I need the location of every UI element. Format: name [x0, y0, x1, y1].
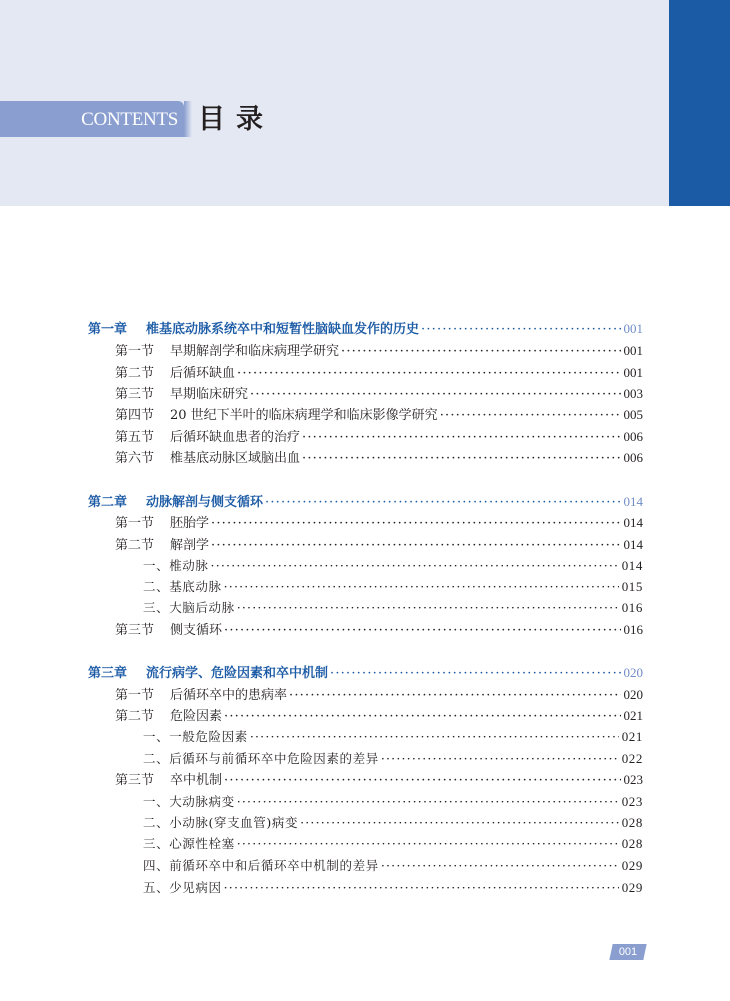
toc-chapter-row[interactable]	[88, 318, 643, 339]
toc-title: 二、基底动脉	[143, 579, 222, 594]
toc-page-number: 001	[623, 343, 643, 358]
toc-dot-leader	[421, 319, 620, 340]
toc-page-number: 014	[623, 537, 643, 552]
toc-page-number: 022	[621, 751, 643, 766]
toc-page-number: 021	[621, 729, 643, 744]
toc-title: 三、心源性栓塞	[143, 836, 235, 851]
toc-title: 二、后循环与前循环卒中危险因素的差异	[143, 751, 379, 766]
toc-section-row[interactable]	[115, 684, 643, 705]
toc-title: 早期临床研究	[170, 387, 249, 402]
toc-title: 流行病学、危险因素和卒中机制	[146, 666, 329, 681]
toc-page-number: 001	[623, 321, 643, 336]
contents-tab-notch	[184, 101, 192, 137]
toc-page-number: 029	[621, 880, 643, 895]
toc-dot-leader	[224, 770, 620, 791]
toc-section-row[interactable]	[115, 769, 643, 790]
toc-section-row[interactable]	[115, 404, 643, 425]
toc-page-number: 028	[621, 836, 643, 851]
toc-subsection-row[interactable]	[143, 812, 643, 833]
toc-dot-leader	[211, 555, 619, 576]
toc-dot-leader	[237, 597, 619, 618]
toc-chapter-row[interactable]	[88, 662, 643, 683]
toc-number: 第一节	[115, 344, 155, 359]
toc-dot-leader	[440, 405, 621, 426]
toc-page-number: 006	[623, 450, 643, 465]
page-title: 目录	[198, 104, 274, 135]
toc-number: 第六节	[115, 451, 155, 466]
toc-title: 卒中机制	[170, 773, 223, 788]
header-accent-stripe	[669, 0, 730, 206]
toc-page-number: 015	[621, 579, 643, 594]
toc-title: 四、前循环卒中和后循环卒中机制的差异	[143, 858, 379, 873]
toc-subsection-row[interactable]	[143, 597, 643, 618]
toc-dot-leader	[211, 535, 620, 556]
toc-number: 第二节	[115, 538, 155, 553]
toc-page-number: 020	[623, 665, 643, 680]
toc-title: 一、一般危险因素	[143, 729, 248, 744]
toc-title: 胚胎学	[170, 516, 210, 531]
page-number: 001	[618, 946, 638, 958]
contents-label: CONTENTS	[81, 109, 178, 130]
toc-subsection-row[interactable]	[143, 833, 643, 854]
toc-page-number: 021	[623, 708, 643, 723]
toc-section-row[interactable]	[115, 705, 643, 726]
toc-dot-leader	[224, 877, 619, 898]
toc-subsection-row[interactable]	[143, 877, 643, 898]
toc-number: 第二节	[115, 709, 155, 724]
toc-title: 椎基底动脉系统卒中和短暂性脑缺血发作的历史	[146, 322, 420, 337]
toc-section-row[interactable]	[115, 619, 643, 640]
toc-section-row[interactable]	[115, 383, 643, 404]
toc-number: 第三章	[88, 666, 128, 681]
toc-page-number: 005	[623, 407, 643, 422]
toc-section-row[interactable]	[115, 340, 643, 361]
toc-page-number: 016	[623, 622, 643, 637]
toc-section-row[interactable]	[115, 534, 643, 555]
toc-title: 危险因素	[170, 709, 223, 724]
toc-page-number: 003	[623, 386, 643, 401]
toc-title: 一、椎动脉	[143, 558, 209, 573]
toc-dot-leader	[302, 427, 620, 448]
toc-subsection-row[interactable]	[143, 748, 643, 769]
toc-title: 解剖学	[170, 538, 210, 553]
toc-page-number: 028	[621, 815, 643, 830]
toc-title: 后循环缺血患者的治疗	[170, 430, 301, 445]
toc-dot-leader	[289, 685, 620, 706]
toc-page-number: 023	[623, 772, 643, 787]
toc-number: 第五节	[115, 430, 155, 445]
toc-dot-leader	[211, 513, 620, 534]
toc-page-number: 020	[623, 687, 643, 702]
toc-dot-leader	[330, 663, 620, 684]
toc-dot-leader	[237, 363, 620, 384]
toc-dot-leader	[250, 726, 619, 747]
toc-section-row[interactable]	[115, 362, 643, 383]
toc-dot-leader	[381, 748, 619, 769]
toc-title: 二、小动脉(穿支血管)病变	[143, 815, 299, 830]
toc-title: 动脉解剖与侧支循环	[146, 495, 264, 510]
toc-page-number: 014	[621, 558, 643, 573]
toc-dot-leader	[224, 576, 619, 597]
toc-subsection-row[interactable]	[143, 855, 643, 876]
toc-number: 第二节	[115, 366, 155, 381]
toc-dot-leader	[300, 812, 619, 833]
toc-dot-leader	[381, 855, 619, 876]
toc-page-number: 029	[621, 858, 643, 873]
toc-page-number: 001	[623, 365, 643, 380]
toc-title: 一、大动脉病变	[143, 794, 235, 809]
toc-number: 第四节	[115, 408, 155, 423]
toc-page-number: 023	[621, 794, 643, 809]
toc-section-row[interactable]	[115, 447, 643, 468]
toc-chapter-row[interactable]	[88, 491, 643, 512]
toc-section-row[interactable]	[115, 426, 643, 447]
toc-subsection-row[interactable]	[143, 791, 643, 812]
toc-dot-leader	[302, 448, 620, 469]
toc-dot-leader	[237, 833, 619, 854]
toc-title: 三、大脑后动脉	[143, 600, 235, 615]
toc-dot-leader	[250, 384, 620, 405]
toc-title: 早期解剖学和临床病理学研究	[170, 344, 340, 359]
toc-page-number: 014	[623, 494, 643, 509]
toc-subsection-row[interactable]	[143, 555, 643, 576]
toc-dot-leader	[224, 706, 620, 727]
toc-number: 第二章	[88, 495, 128, 510]
toc-number: 第一章	[88, 322, 128, 337]
toc-title: 五、少见病因	[143, 880, 222, 895]
toc-dot-leader	[237, 791, 619, 812]
toc-number: 第三节	[115, 773, 155, 788]
toc-page-number: 006	[623, 429, 643, 444]
toc-number: 第一节	[115, 516, 155, 531]
toc-dot-leader	[224, 620, 620, 641]
toc-title: 椎基底动脉区域脑出血	[170, 451, 301, 466]
toc-dot-leader	[341, 341, 620, 362]
toc-number: 第三节	[115, 623, 155, 638]
toc-dot-leader	[265, 492, 620, 513]
toc-subsection-row[interactable]	[143, 576, 643, 597]
toc-title: 后循环缺血	[170, 366, 236, 381]
toc-page-number: 014	[623, 515, 643, 530]
toc-page-number: 016	[621, 600, 643, 615]
toc-number: 第一节	[115, 688, 155, 703]
toc-title: 20 世纪下半叶的临床病理学和临床影像学研究	[170, 408, 438, 423]
toc-number: 第三节	[115, 387, 155, 402]
toc-subsection-row[interactable]	[143, 726, 643, 747]
toc-section-row[interactable]	[115, 512, 643, 533]
toc-title: 侧支循环	[170, 623, 223, 638]
toc-title: 后循环卒中的患病率	[170, 688, 288, 703]
